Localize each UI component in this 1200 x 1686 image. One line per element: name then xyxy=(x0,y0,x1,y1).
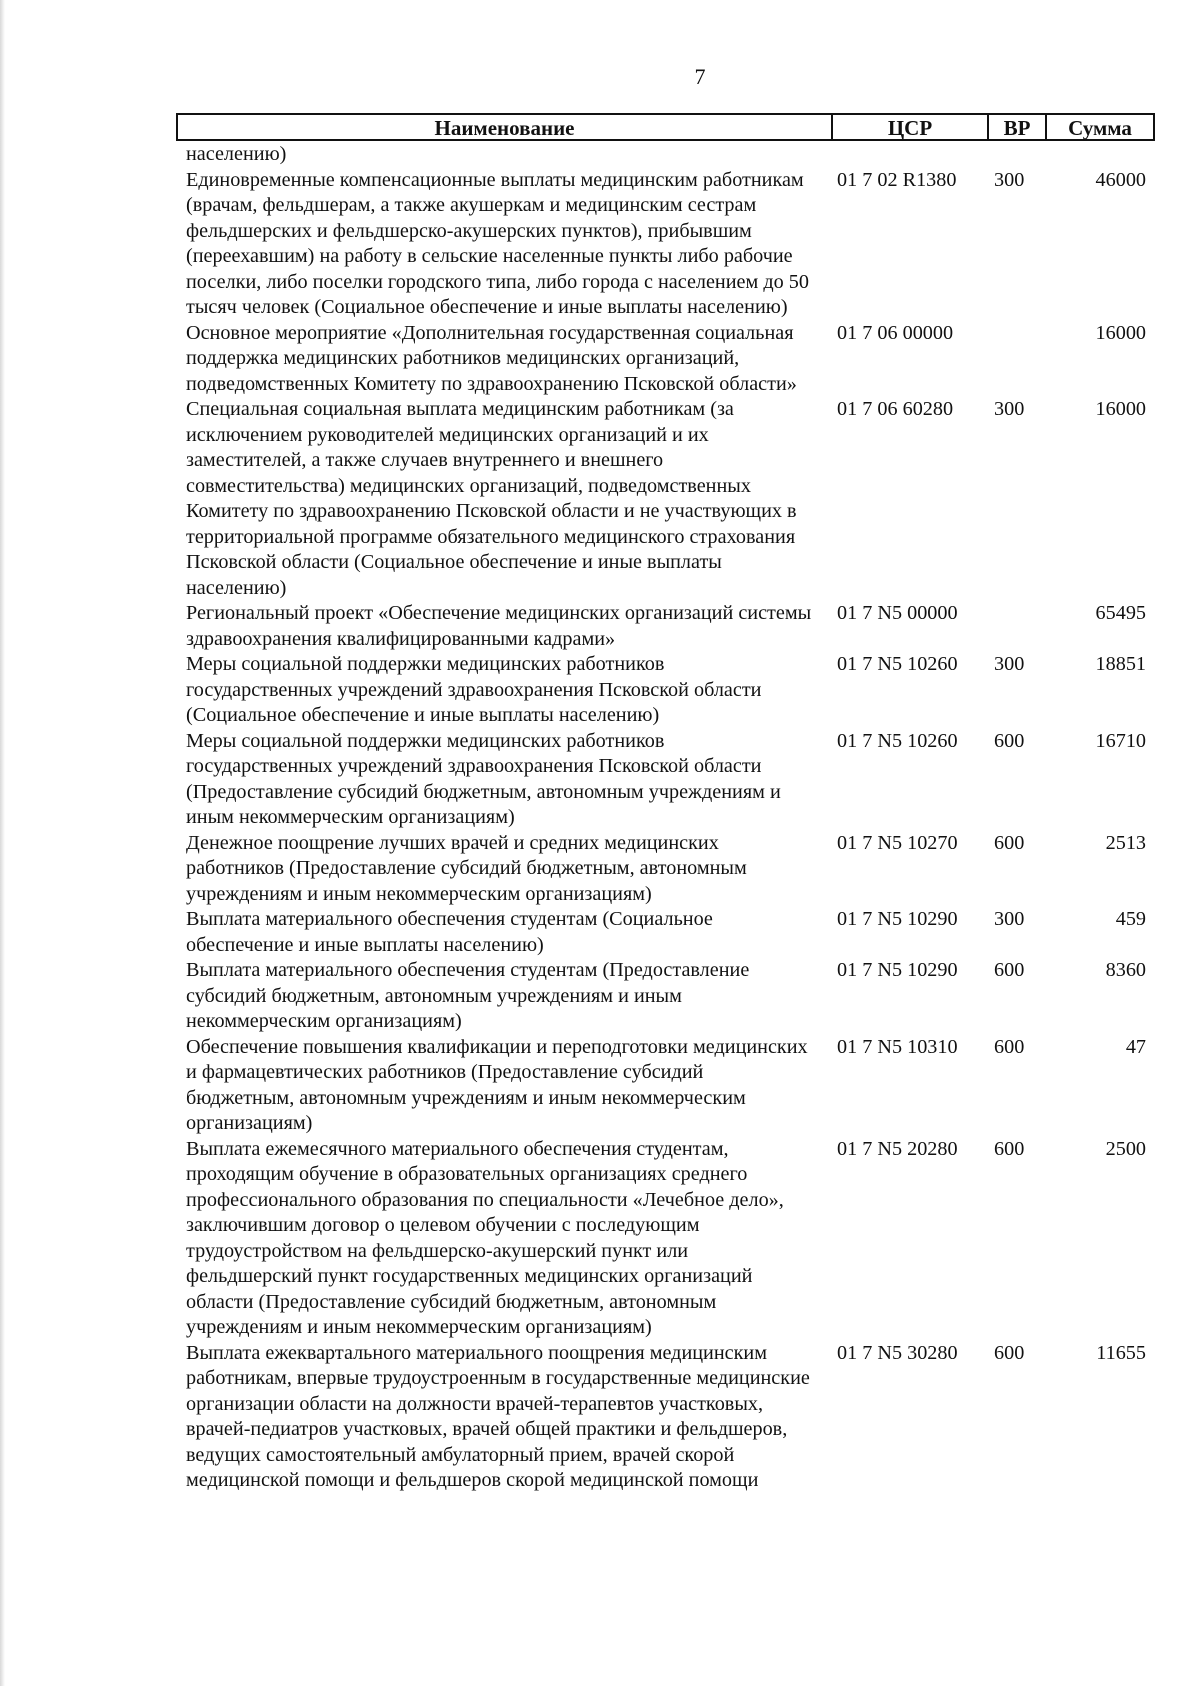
row-sum: 16000 xyxy=(1095,321,1146,344)
header-name: Наименование xyxy=(178,115,833,139)
table-row xyxy=(186,652,1146,729)
row-name: Специальная социальная выплата медицинским работникам (за исключением руководителей медицинских организаций и их заместителей, а также случаев внутреннего и внешнего совместительства) медицинских организаций, подведомственных Комитету по здравоохранению Псковской области и не участвующих в территориальной программе обязательного медицинского страхования Псковской области (Социальное обеспечение и иные выплаты населению) xyxy=(186,398,797,599)
header-sum: Сумма xyxy=(1068,116,1132,140)
row-csr: 01 7 N5 20280 xyxy=(837,1137,958,1160)
row-name: Региональный проект «Обеспечение медицинских организаций системы здравоохранения квалифицированными кадрами» xyxy=(186,602,812,650)
table-row xyxy=(186,729,1146,831)
row-sum: 16710 xyxy=(1095,729,1146,752)
row-sum: 11655 xyxy=(1096,1341,1146,1364)
row-csr: 01 7 N5 10290 xyxy=(837,959,958,981)
table-row xyxy=(186,321,1146,398)
row-sum: 2513 xyxy=(1105,831,1146,854)
row-vr: 300 xyxy=(994,168,1025,191)
table-header xyxy=(176,113,1155,141)
row-name: населению) xyxy=(186,143,287,165)
row-csr: 01 7 N5 30280 xyxy=(837,1341,958,1364)
table-row xyxy=(186,958,1146,1035)
row-name: Выплата ежемесячного материального обеспечения студентам, проходящим обучение в образовательных организациях среднего профессионального образования по специальности «Лечебное дело», заключившим договор о целевом обучении с последующим трудоустройством на фельдшерско-акушерский пункт или фельдшерский пункт государственных медицинских организаций области (Предоставление субсидий бюджетным, автономным учреждениям и иным некоммерческим организациям) xyxy=(186,1137,784,1338)
row-vr: 300 xyxy=(994,908,1025,930)
row-vr: 600 xyxy=(994,959,1025,981)
table-row xyxy=(186,1035,1146,1137)
table-row xyxy=(186,142,1146,168)
table-row xyxy=(186,397,1146,601)
table-row xyxy=(186,907,1146,958)
row-sum: 47 xyxy=(1125,1035,1146,1058)
row-csr: 01 7 02 R1380 xyxy=(837,168,957,191)
row-name: Основное мероприятие «Дополнительная государственная социальная поддержка медицинских работников медицинских организаций, подведомственных Комитету по здравоохранению Псковской области» xyxy=(186,321,797,395)
row-csr: 01 7 N5 00000 xyxy=(837,602,958,624)
row-vr: 600 xyxy=(994,1341,1025,1364)
header-csr: ЦСР xyxy=(833,115,989,139)
row-vr: 600 xyxy=(994,1035,1025,1058)
row-name: Выплата материального обеспечения студентам (Предоставление субсидий бюджетным, автономным учреждениям и иным некоммерческим организациям) xyxy=(186,959,750,1032)
row-csr: 01 7 06 60280 xyxy=(837,398,954,420)
table-row xyxy=(186,168,1146,321)
row-csr: 01 7 N5 10310 xyxy=(837,1035,958,1058)
row-sum: 16000 xyxy=(1095,398,1146,420)
scan-edge xyxy=(0,0,5,1686)
row-csr: 01 7 N5 10260 xyxy=(837,729,958,752)
row-csr: 01 7 06 00000 xyxy=(837,321,954,344)
row-sum: 8360 xyxy=(1105,959,1146,981)
row-sum: 2500 xyxy=(1105,1137,1146,1160)
row-vr: 300 xyxy=(994,398,1025,420)
row-sum: 65495 xyxy=(1095,602,1146,624)
row-name: Меры социальной поддержки медицинских работников государственных учреждений здравоохранения Псковской области (Предоставление субсидий бюджетным, автономным учреждениям и иным некоммерческим организациям) xyxy=(186,729,781,828)
row-csr: 01 7 N5 10270 xyxy=(837,831,958,854)
table-row xyxy=(186,1341,1146,1494)
header-vr: ВР xyxy=(989,115,1047,139)
row-name: Выплата ежеквартального материального поощрения медицинским работникам, впервые трудоустроенным в государственные медицинские организации области на должности врачей-терапевтов участковых, врачей-педиатров участковых, врачей общей практики и фельдшеров, ведущих самостоятельный амбулаторный прием, врачей скорой медицинской помощи и фельдшеров скорой медицинской помощи xyxy=(186,1341,810,1491)
row-name: Выплата материального обеспечения студентам (Социальное обеспечение и иные выплаты населению) xyxy=(186,908,713,956)
row-csr: 01 7 N5 10260 xyxy=(837,653,958,675)
row-vr: 300 xyxy=(994,653,1025,675)
page-number: 7 xyxy=(694,64,706,89)
row-csr: 01 7 N5 10290 xyxy=(837,908,958,930)
row-sum: 459 xyxy=(1115,908,1146,930)
row-vr: 600 xyxy=(994,1137,1025,1160)
row-sum: 46000 xyxy=(1095,168,1146,191)
row-sum: 18851 xyxy=(1095,653,1146,675)
row-name: Обеспечение повышения квалификации и переподготовки медицинских и фармацевтических работников (Предоставление субсидий бюджетным, автономным учреждениям и иным некоммерческим организациям) xyxy=(186,1035,808,1134)
row-name: Меры социальной поддержки медицинских работников государственных учреждений здравоохранения Псковской области (Социальное обеспечение и иные выплаты населению) xyxy=(186,653,762,726)
table-row xyxy=(186,601,1146,652)
table-row xyxy=(186,1137,1146,1341)
row-name: Единовременные компенсационные выплаты медицинским работникам (врачам, фельдшерам, а также акушеркам и медицинским сестрам фельдшерских и фельдшерско-акушерских пунктов), прибывшим (переехавшим) на работу в сельские населенные пункты либо рабочие поселки, либо поселки городского типа, либо города с населением до 50 тысяч человек (Социальное обеспечение и иные выплаты населению) xyxy=(186,168,809,318)
table-row xyxy=(186,831,1146,908)
row-name: Денежное поощрение лучших врачей и средних медицинских работников (Предоставление субсидий бюджетным, автономным учреждениям и иным некоммерческим организациям) xyxy=(186,831,747,905)
row-vr: 600 xyxy=(994,831,1025,854)
table-body xyxy=(186,142,1146,1494)
row-vr: 600 xyxy=(994,729,1025,752)
